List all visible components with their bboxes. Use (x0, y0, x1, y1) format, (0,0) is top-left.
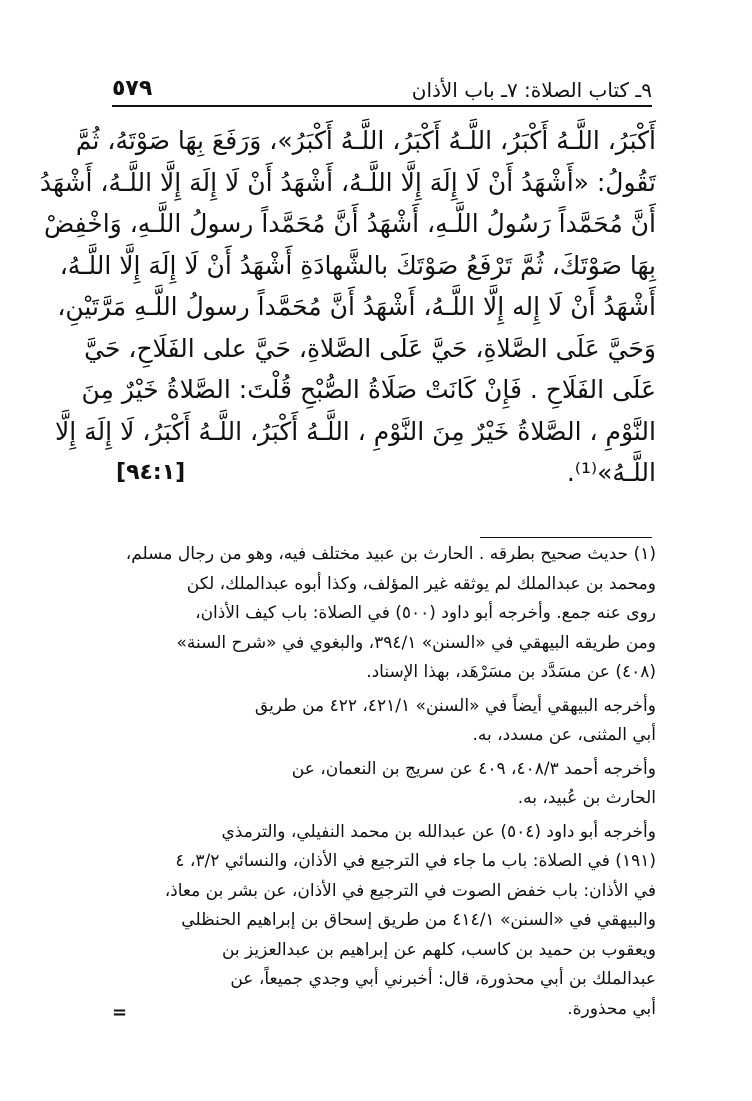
footnote-line: وأخرجه أحمد ٤٠٨/٣، ٤٠٩ عن سريج بن النعمان، عن (291, 758, 656, 779)
footnote-line: عبدالملك بن أبي محذورة، قال: أخبرني أبي وجدي جميعاً، عن (230, 969, 656, 989)
footnote-line: وأخرجه أبو داود (٥٠٤) عن عبدالله بن محمد النفيلي، والترمذي (221, 821, 656, 842)
main-line: أَكْبَرُ، اللَّـهُ أَكْبَرُ، اللَّـهُ أَكْبَرُ، اللَّـهُ أَكْبَرُ»، وَرَفَعَ بِهَا صَوْتَهُ، ثُمَّ (75, 126, 656, 155)
main-line: تَقُولُ: «أَشْهَدُ أَنْ لَا إِلَهَ إِلَّا اللَّـهُ، أَشْهَدُ أَنْ لَا إِلَهَ إِلَّا اللَّـهُ، أَشْهَدُ (39, 167, 656, 197)
page-number: ٥٧٩ (112, 76, 153, 101)
footnote-line: (١٩١) في الصلاة: باب ما جاء في الترجيع في الأذان، والنسائي ٣/٢، ٤ (175, 851, 656, 871)
main-text (39, 120, 656, 494)
main-line: بِهَا صَوْتَكَ، ثُمَّ تَرْفَعُ صَوْتَكَ بالشَّهادَةِ أَشْهَدُ أَنْ لَا إِلَهَ إِلَّا اللَّـهُ، (59, 250, 656, 280)
footnote-line: (١) حديث صحيح بطرقه . الحارث بن عبيد مختلف فيه، وهو من رجال مسلم، (125, 544, 656, 564)
footnote-line: روى عنه جمع. وأخرجه أبو داود (٥٠٠) في الصلاة: باب كيف الأذان، (195, 603, 656, 623)
footnote-line: أبي محذورة. (567, 998, 656, 1019)
main-line: أَنَّ مُحَمَّداً رَسُولُ اللَّـهِ، أَشْهَدُ أَنَّ مُحَمَّداً رسولُ اللَّـهِ، وَاخْفِضْ (44, 209, 656, 238)
footnote-line: في الأذان: باب خفض الصوت في الترجيع في الأذان، عن بشر بن معاذ، (164, 880, 656, 901)
footnotes (108, 540, 656, 1024)
running-title: ٩ـ كتاب الصلاة: ٧ـ باب الأذان (411, 78, 652, 102)
footnote-line: (٤٠٨) عن مسَدَّد بن مسَرْهَد، بهذا الإسناد. (366, 662, 656, 682)
main-line: عَلَى الفَلَاحِ . فَإِنْ كَانَتْ صَلَاةُ الصُّبْحِ قُلْتَ: الصَّلاةُ خَيْرٌ مِنَ (81, 375, 656, 404)
main-line-end: اللَّـهُ»⁽¹⁾. (566, 458, 656, 487)
continuation-mark: = (112, 1002, 128, 1023)
hadith-reference: [٩٤:١] (116, 460, 186, 485)
main-last-line (108, 452, 656, 494)
main-line: وَحَيَّ عَلَى الصَّلاةِ، حَيَّ عَلَى الصَّلاةِ، حَيَّ على الفَلَاحِ، حَيَّ (84, 333, 656, 363)
footnote-divider (480, 537, 652, 538)
footnote-line: ومحمد بن عبدالملك لم يوثقه غير المؤلف، وكذا أبوه عبدالملك، لكن (186, 573, 656, 594)
footnote-line: والبيهقي في «السنن» ٤١٤/١ من طريق إسحاق بن إبراهيم الحنظلي (181, 910, 656, 930)
footnote-line: ويعقوب بن حميد بن كاسب، كلهم عن إبراهيم بن عبدالعزيز بن (221, 939, 656, 960)
main-line: أَشْهَدُ أَنْ لَا إِله إِلَّا اللَّـهُ، أَشْهَدُ أَنَّ مُحَمَّداً رسولُ اللَّـهِ مَرَّتَيْنِ، (57, 292, 656, 321)
header-divider (112, 105, 652, 107)
main-line: النَّوْمِ ، الصَّلاةُ خَيْرٌ مِنَ النَّوْمِ ، اللَّـهُ أَكْبَرُ، اللَّـهُ أَكْبَرُ، لَا إِلَهَ إِلَّا (55, 416, 656, 446)
footnote-line: ومن طريقه البيهقي في «السنن» ٣٩٤/١، والبغوي في «شرح السنة» (176, 632, 656, 653)
footnote-line: وأخرجه البيهقي أيضاً في «السنن» ٤٢١/١، ٤٢٢ من طريق (254, 695, 656, 716)
page-header (112, 68, 652, 104)
footnote-line: الحارث بن عُبيد، به. (517, 788, 656, 808)
footnote-line: أبي المثنى، عن مسدد، به. (472, 725, 656, 745)
